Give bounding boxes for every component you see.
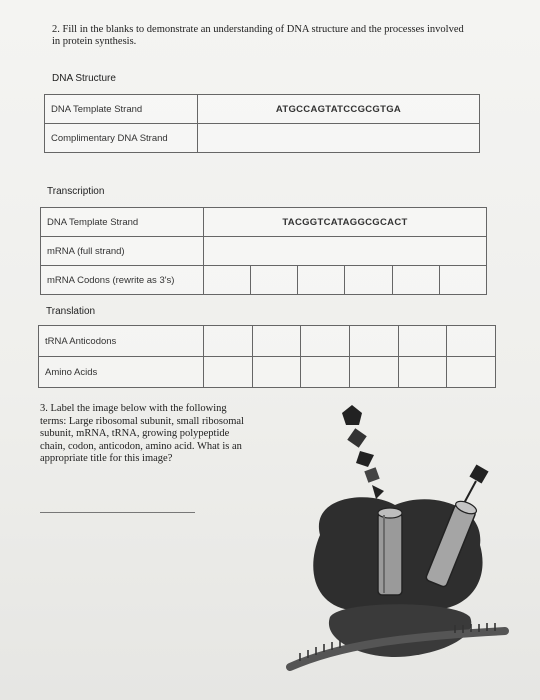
codon-answer-cell[interactable] xyxy=(251,266,298,295)
row-label: tRNA Anticodons xyxy=(39,326,204,357)
table-row xyxy=(39,357,496,388)
transcription-table xyxy=(40,207,487,295)
codon-answer-cell[interactable] xyxy=(204,266,251,295)
polypeptide-chain-icon xyxy=(342,405,384,499)
amino-acid-answer-cell[interactable] xyxy=(301,357,350,388)
amino-acid-answer-cell[interactable] xyxy=(204,357,253,388)
transcription-template-sequence: TACGGTCATAGGCGCACT xyxy=(204,208,487,237)
anticodon-answer-cell[interactable] xyxy=(447,326,496,357)
table-row xyxy=(41,237,487,266)
row-label: mRNA Codons (rewrite as 3's) xyxy=(41,266,204,295)
amino-acid-answer-cell[interactable] xyxy=(349,357,398,388)
amino-acid-answer-cell[interactable] xyxy=(447,357,496,388)
row-label: mRNA (full strand) xyxy=(41,237,204,266)
anticodon-answer-cell[interactable] xyxy=(301,326,350,357)
incoming-trna-icon xyxy=(462,464,489,507)
anticodon-answer-cell[interactable] xyxy=(252,326,301,357)
anticodon-answer-cell[interactable] xyxy=(204,326,253,357)
codon-answer-cell[interactable] xyxy=(392,266,439,295)
table-row xyxy=(39,326,496,357)
table-row xyxy=(45,95,480,124)
codon-answer-cell[interactable] xyxy=(345,266,392,295)
table-row xyxy=(45,124,480,153)
codon-answer-cell[interactable] xyxy=(298,266,345,295)
table-row xyxy=(41,208,487,237)
amino-acid-answer-cell[interactable] xyxy=(252,357,301,388)
translation-table xyxy=(38,325,496,388)
amino-acid-answer-cell[interactable] xyxy=(398,357,447,388)
dna-template-sequence: ATGCCAGTATCCGCGTGA xyxy=(198,95,480,124)
question-3-prompt: 3. Label the image below with the following terms: Large ribosomal subunit, small ribosomal subunit, mRNA, tRNA, growing polypeptide chain, codon, anticodon, amino acid. What is an appropriate title for this image? xyxy=(40,403,244,464)
ribosome-translation-illustration-icon xyxy=(280,395,510,685)
complementary-strand-answer-field[interactable] xyxy=(198,124,480,153)
translation-heading: Translation xyxy=(46,306,96,317)
mrna-full-strand-answer-field[interactable] xyxy=(204,237,487,266)
dna-structure-table xyxy=(44,94,480,153)
anticodon-answer-cell[interactable] xyxy=(349,326,398,357)
question-2-prompt: 2. Fill in the blanks to demonstrate an understanding of DNA structure and the processes involved in protein synthesis. xyxy=(52,24,464,47)
trna-p-site-icon xyxy=(378,508,402,595)
row-label: Complimentary DNA Strand xyxy=(45,124,198,153)
row-label: DNA Template Strand xyxy=(45,95,198,124)
title-answer-line[interactable] xyxy=(40,512,195,513)
transcription-heading: Transcription xyxy=(47,186,105,197)
table-row xyxy=(41,266,487,295)
codon-answer-cell[interactable] xyxy=(439,266,486,295)
dna-structure-heading: DNA Structure xyxy=(52,73,116,84)
anticodon-answer-cell[interactable] xyxy=(398,326,447,357)
row-label: Amino Acids xyxy=(39,357,204,388)
row-label: DNA Template Strand xyxy=(41,208,204,237)
